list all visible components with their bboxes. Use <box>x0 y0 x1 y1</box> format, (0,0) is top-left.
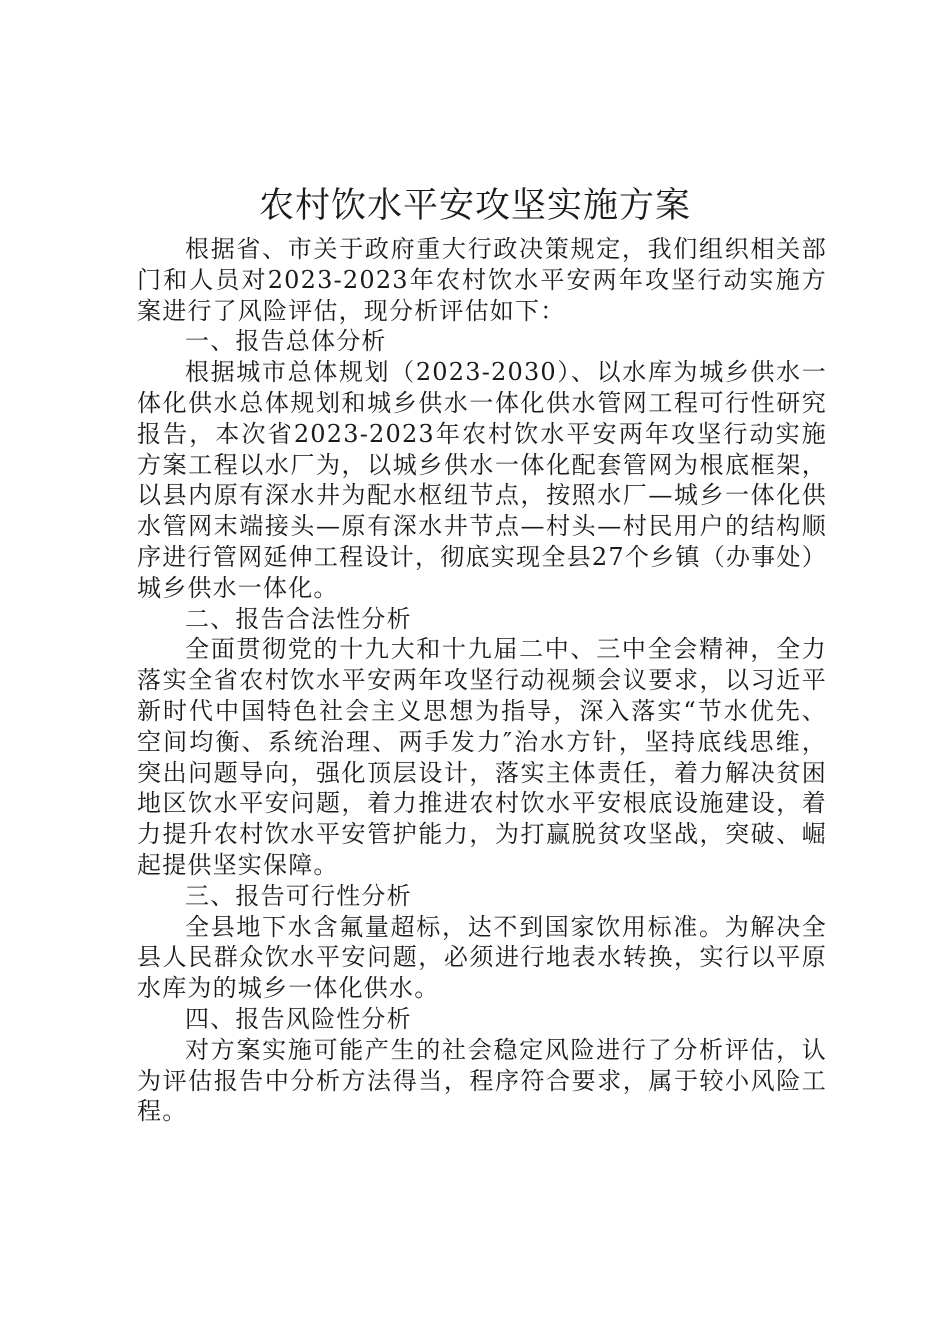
risk-analysis-paragraph: 对方案实施可能产生的社会稳定风险进行了分析评估，认为评估报告中分析方法得当，程序符合要求，属于较小风险工程。 <box>137 1035 827 1126</box>
feasibility-analysis-paragraph: 全县地下水含氟量超标，达不到国家饮用标准。为解决全县人民群众饮水平安问题，必须进行地表水转换，实行以平原水库为的城乡一体化供水。 <box>137 912 827 1003</box>
document-title: 农村饮水平安攻坚实施方案 <box>258 186 691 226</box>
document-body <box>137 234 827 1127</box>
legality-analysis-paragraph: 全面贯彻党的十九大和十九届二中、三中全会精神，全力落实全省农村饮水平安两年攻坚行动视频会议要求，以习近平新时代中国特色社会主义思想为指导，深入落实“节水优先、空间均衡、系统治理、两手发力″治水方针，坚持底线思维，突出问题导向，强化顶层设计，落实主体责任，着力解决贫困地区饮水平安问题，着力推进农村饮水平安根底设施建设，着力提升农村饮水平安管护能力，为打赢脱贫攻坚战，突破、崛起提供坚实保障。 <box>137 635 827 879</box>
section-heading-feasibility: 三、报告可行性分析 <box>185 881 412 910</box>
section-heading-risk: 四、报告风险性分析 <box>185 1004 412 1033</box>
section-heading-legality: 二、报告合法性分析 <box>185 604 412 633</box>
intro-paragraph: 根据省、市关于政府重大行政决策规定，我们组织相关部门和人员对2023-2023年农村饮水平安两年攻坚行动实施方案进行了风险评估，现分析评估如下： <box>137 235 827 325</box>
section-heading-overall: 一、报告总体分析 <box>185 327 387 356</box>
overall-analysis-paragraph: 根据城市总体规划（2023-2030）、以水库为城乡供水一体化供水总体规划和城乡供水一体化供水管网工程可行性研究报告，本次省2023-2023年农村饮水平安两年攻坚行动实施方案工程以水厂为，以城乡供水一体化配套管网为根底框架，以县内原有深水井为配水枢纽节点，按照水厂—城乡一体化供水管网末端接头—原有深水井节点—村头—村民用户的结构顺序进行管网延伸工程设计，彻底实现全县27个乡镇（办事处）城乡供水一体化。 <box>137 358 827 602</box>
